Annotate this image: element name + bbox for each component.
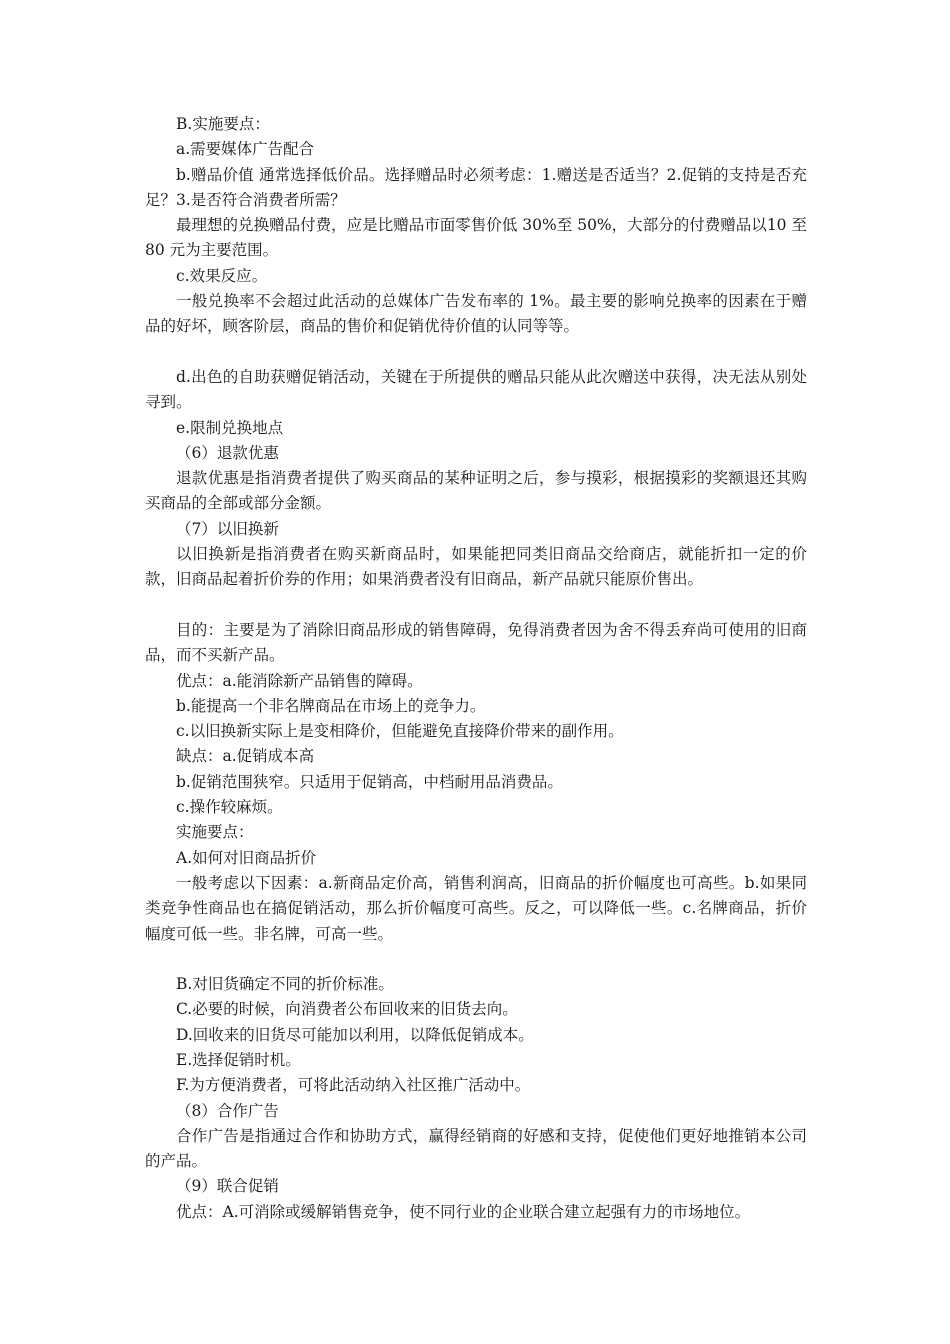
text-paragraph: F.为方便消费者，可将此活动纳入社区推广活动中。 [176,1076,531,1095]
text-paragraph: c.效果反应。 [176,266,268,285]
text-paragraph: c.以旧换新实际上是变相降价，但能避免直接降价带来的副作用。 [176,722,624,741]
text-paragraph: B.对旧货确定不同的折价标准。 [176,975,394,994]
text-paragraph: 以旧换新是指消费者在购买新商品时，如果能把同类旧商品交给商店，就能折扣一定的价款，旧商品起着折价券的作用；如果消费者没有旧商品，新产品就只能原价售出。 [145,545,807,589]
text-paragraph: 缺点：a.促销成本高 [176,747,315,766]
text-paragraph: d.出色的自助获赠促销活动，关键在于所提供的赠品只能从此次赠送中获得，决无法从别处寻到。 [145,367,807,412]
text-paragraph: b.能提高一个非名牌商品在市场上的竞争力。 [176,696,486,715]
text-paragraph: A.如何对旧商品折价 [176,848,317,867]
text-paragraph: 退款优惠是指消费者提供了购买商品的某种证明之后，参与摸彩，根据摸彩的奖额退还其购买商品的全部或部分金额。 [145,469,807,513]
text-paragraph: 优点：a.能消除新产品销售的障碍。 [176,671,423,690]
text-paragraph: b.促销范围狭窄。只适用于促销高，中档耐用品消费品。 [176,772,563,791]
text-paragraph: b.赠品价值 通常选择低价品。选择赠品时必须考虑：1.赠送是否适当？2.促销的支持是否充足？3.是否符合消费者所需？ [145,165,807,209]
text-paragraph: c.操作较麻烦。 [176,798,283,817]
text-paragraph: 一般兑换率不会超过此活动的总媒体广告发布率的 1%。最主要的影响兑换率的因素在于赠品的好坏，顾客阶层，商品的售价和促销优待价值的认同等等。 [145,292,807,336]
text-paragraph: 一般考虑以下因素：a.新商品定价高，销售利润高，旧商品的折价幅度也可高些。b.如果同类竞争性商品也在搞促销活动，那么折价幅度可高些。反之，可以降低一些。c.名牌商品，折价幅度可低一些。非名牌，可高一些。 [145,873,807,943]
text-paragraph: B.实施要点： [176,115,270,133]
section-heading: （9）联合促销 [176,1177,279,1196]
blank-line [145,593,807,618]
text-paragraph: 合作广告是指通过合作和协助方式，赢得经销商的好感和支持，促使他们更好地推销本公司的产品。 [145,1126,807,1171]
text-paragraph: 实施要点： [176,823,254,842]
section-heading: （6）退款优惠 [176,443,279,462]
text-paragraph: E.选择促销时机。 [176,1050,301,1069]
document-body [145,112,807,1225]
text-paragraph: 目的：主要是为了消除旧商品形成的销售障碍，免得消费者因为舍不得丢弃尚可使用的旧商品，而不买新产品。 [145,620,807,665]
section-heading: （8）合作广告 [176,1101,279,1120]
text-paragraph: a.需要媒体广告配合 [176,140,315,159]
text-paragraph: 优点：A.可消除或缓解销售竞争，使不同行业的企业联合建立起强有力的市场地位。 [176,1202,751,1221]
text-paragraph: C.必要的时候，向消费者公布回收来的旧货去向。 [176,1000,518,1019]
blank-line [145,947,807,972]
text-paragraph: D.回收来的旧货尽可能加以利用，以降低促销成本。 [176,1025,534,1044]
text-paragraph: e.限制兑换地点 [176,418,284,437]
text-paragraph: 最理想的兑换赠品付费，应是比赠品市面零售价低 30%至 50%，大部分的付费赠品以10 至 80 元为主要范围。 [145,216,807,260]
blank-line [145,340,807,365]
section-heading: （7）以旧换新 [176,519,279,538]
